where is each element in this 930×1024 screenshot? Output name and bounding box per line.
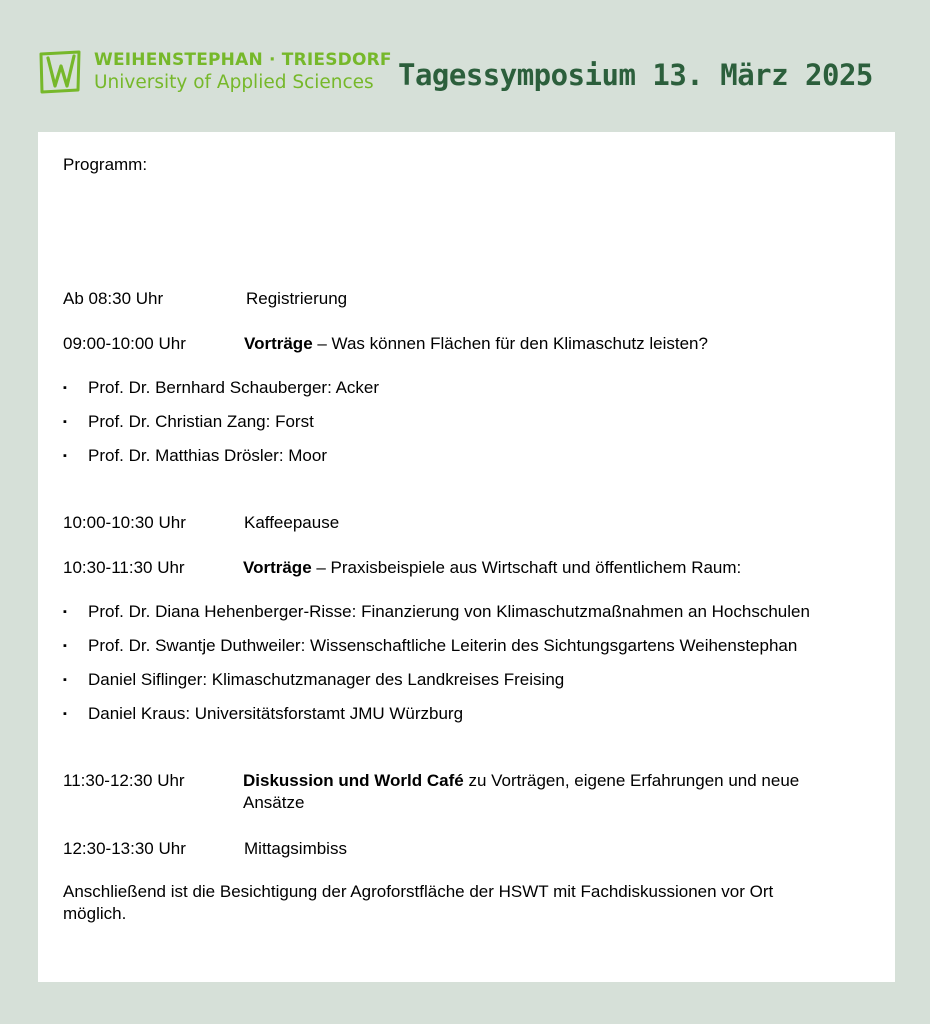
talk-item: Prof. Dr. Swantje Duthweiler: Wissenschaftliche Leiterin des Sichtungsgartens Weihenstephan: [88, 636, 798, 655]
university-name: WEIHENSTEPHAN · TRIESDORF: [94, 50, 392, 70]
program-title-bold: Vorträge: [244, 334, 313, 353]
program-title-rest: – Was können Flächen für den Klimaschutz leisten?: [312, 334, 708, 353]
bullet-icon: ▪: [63, 708, 67, 720]
program-title-line2: Ansätze: [243, 793, 305, 812]
bullet-icon: ▪: [63, 606, 67, 618]
talk-item: Prof. Dr. Christian Zang: Forst: [88, 412, 314, 431]
program-heading: Programm:: [63, 155, 148, 174]
bullet-icon: ▪: [63, 416, 67, 428]
university-subtitle: University of Applied Sciences: [94, 72, 374, 93]
program-title: Kaffeepause: [244, 513, 340, 532]
program-title-bold: Diskussion und World Café: [243, 771, 464, 790]
bullet-icon: ▪: [63, 640, 67, 652]
program-time: 10:30-11:30 Uhr: [63, 558, 185, 577]
program-time: 12:30-13:30 Uhr: [63, 839, 186, 858]
university-logo: [38, 48, 392, 98]
bullet-icon: ▪: [63, 382, 67, 394]
program-time: Ab 08:30 Uhr: [63, 289, 164, 308]
program-title: [244, 333, 708, 355]
talk-item: Daniel Kraus: Universitätsforstamt JMU Würzburg: [88, 704, 464, 723]
program-title: [243, 770, 799, 792]
bullet-icon: ▪: [63, 450, 67, 462]
talk-item: Prof. Dr. Matthias Drösler: Moor: [88, 446, 328, 465]
talk-item: Prof. Dr. Bernhard Schauberger: Acker: [88, 378, 380, 397]
program-time: 11:30-12:30 Uhr: [63, 771, 185, 790]
program-time: 09:00-10:00 Uhr: [63, 334, 186, 353]
event-title: Tagessymposium 13. März 2025: [398, 58, 873, 92]
bullet-icon: ▪: [63, 674, 67, 686]
program-title: Registrierung: [246, 289, 348, 308]
program-title-bold: Vorträge: [243, 558, 312, 577]
hswt-logo-icon: [38, 48, 82, 96]
program-time: 10:00-10:30 Uhr: [63, 513, 186, 532]
closing-note-line2: möglich.: [63, 904, 127, 923]
program-title: [243, 557, 741, 579]
program-title: Mittagsimbiss: [244, 839, 347, 858]
talk-item: Daniel Siflinger: Klimaschutzmanager des Landkreises Freising: [88, 670, 565, 689]
program-title-rest: – Praxisbeispiele aus Wirtschaft und öffentlichem Raum:: [311, 558, 742, 577]
program-title-rest: zu Vorträgen, eigene Erfahrungen und neue: [463, 771, 800, 790]
program-card: [38, 132, 895, 982]
talk-item: Prof. Dr. Diana Hehenberger-Risse: Finanzierung von Klimaschutzmaßnahmen an Hochschulen: [88, 602, 810, 621]
closing-note: Anschließend ist die Besichtigung der Agroforstfläche der HSWT mit Fachdiskussionen vor Ort: [63, 882, 774, 901]
